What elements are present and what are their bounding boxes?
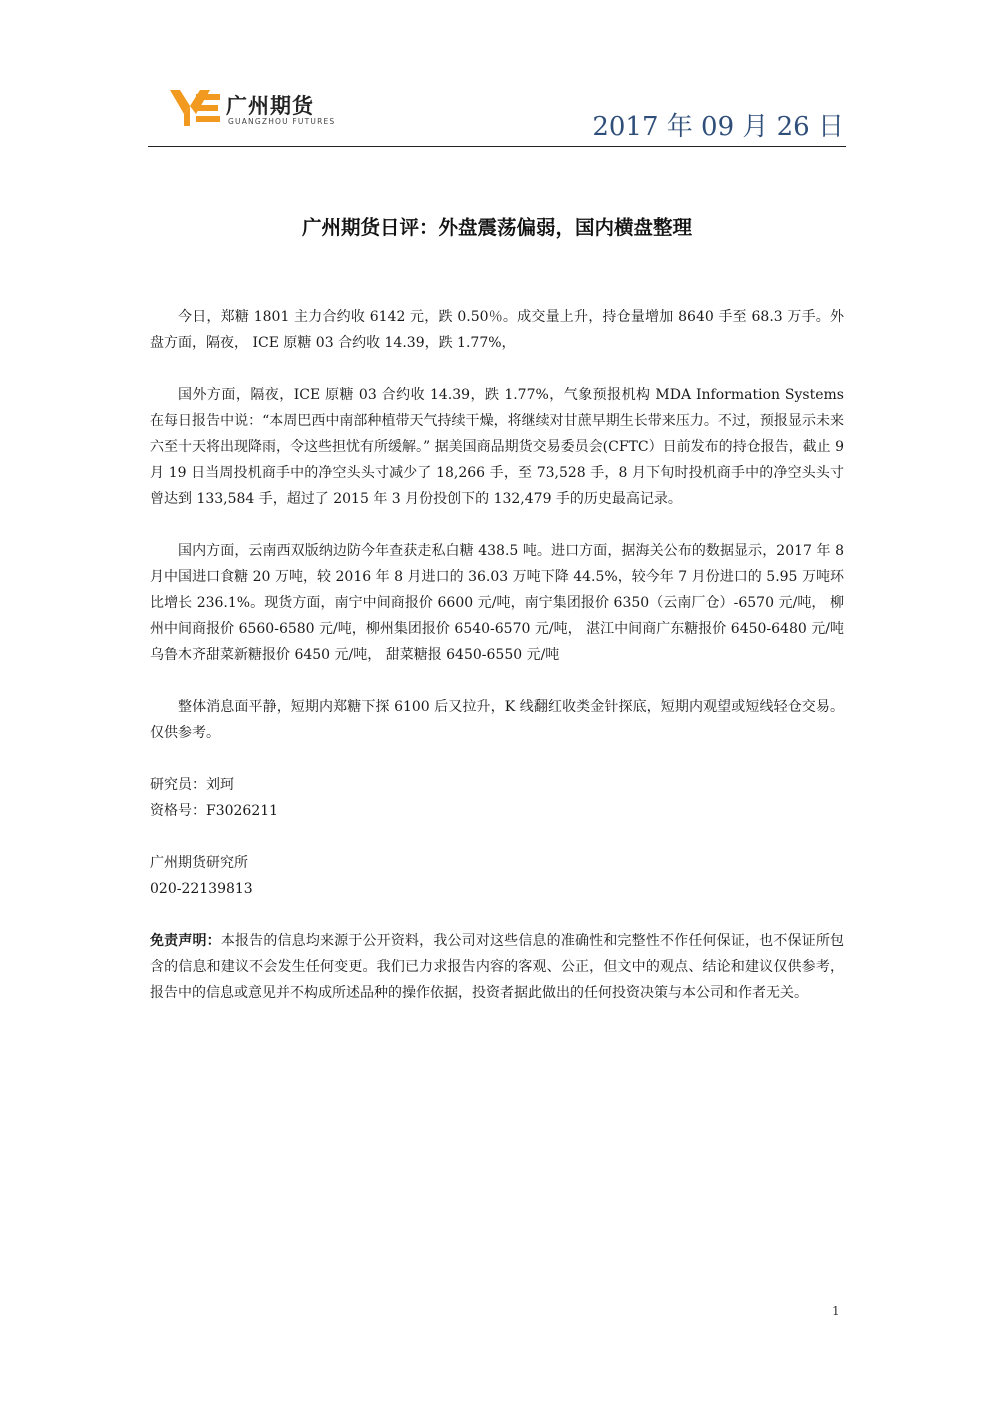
report-date: 2017 年 09 月 26 日 [592, 112, 844, 142]
report-body [150, 304, 844, 1006]
header-divider [148, 146, 846, 147]
disclaimer [150, 928, 844, 1006]
logo-english-name: GUANGZHOU FUTURES [228, 117, 336, 126]
page-header [148, 84, 846, 148]
paragraph-market-summary: 今日，郑糖 1801 主力合约收 6142 元，跌 0.50％。成交量上升，持仓量增加 8640 手至 68.3 万手。外盘方面，隔夜， ICE 原糖 03 合约收 14.39，跌 1.77%， [150, 309, 844, 351]
page-number: 1 [832, 1304, 840, 1318]
institute-phone: 020-22139813 [150, 881, 253, 897]
researcher-license: 资格号：F3026211 [150, 803, 279, 819]
logo-chinese-name: 广州期货 [226, 94, 314, 118]
paragraph-domestic: 国内方面，云南西双版纳边防今年查获走私白糖 438.5 吨。进口方面，据海关公布的数据显示，2017 年 8 月中国进口食糖 20 万吨，较 2016 年 8 月进口的 36.03 万吨下降 44.5%，较今年 7 月份进口的 5.95 万吨环比增长 236.1%。现货方面，南宁中间商报价 6600 元/吨，南宁集团报价 6350（云南厂仓）-6570 元/吨， 柳州中间商报价 6560-6580 元/吨，柳州集团报价 6540-6570 元/吨， 湛江中间商广东糖报价 6450-6480 元/吨 乌鲁木齐甜菜新糖报价 6450 元/吨， 甜菜糖报 6450-6550 元/吨 [150, 543, 844, 663]
report-title: 广州期货日评：外盘震荡偏弱，国内横盘整理 [301, 216, 692, 239]
institute-name: 广州期货研究所 [150, 855, 248, 871]
disclaimer-label: 免责声明： [150, 933, 221, 949]
disclaimer-text: 本报告的信息均来源于公开资料，我公司对这些信息的准确性和完整性不作任何保证，也不保证所包含的信息和建议不会发生任何变更。我们已力求报告内容的客观、公正，但文中的观点、结论和建议仅供参考，报告中的信息或意见并不构成所述品种的操作依据，投资者据此做出的任何投资决策与本公司和作者无关。 [150, 933, 845, 1001]
researcher-name: 研究员：刘珂 [150, 777, 234, 793]
company-logo [170, 88, 370, 132]
paragraph-overseas: 国外方面，隔夜，ICE 原糖 03 合约收 14.39，跌 1.77%，气象预报机构 MDA Information Systems 在每日报告中说：“本周巴西中南部种植带天气持续干燥，将继续对甘蔗早期生长带来压力。不过，预报显示未来六至十天将出现降雨，令这些担忧有所缓解。” 据美国商品期货交易委员会(CFTC）日前发布的持仓报告，截止 9 月 19 日当周投机商手中的净空头头寸减少了 18,266 手，至 73,528 手，8 月下旬时投机商手中的净空头头寸曾达到 133,584 手，超过了 2015 年 3 月份投创下的 132,479 手的历史最高记录。 [150, 387, 844, 507]
logo-mark-icon [170, 88, 222, 128]
paragraph-outlook: 整体消息面平静，短期内郑糖下探 6100 后又拉升，K 线翻红收类金针探底，短期内观望或短线轻仓交易。仅供参考。 [150, 699, 844, 741]
